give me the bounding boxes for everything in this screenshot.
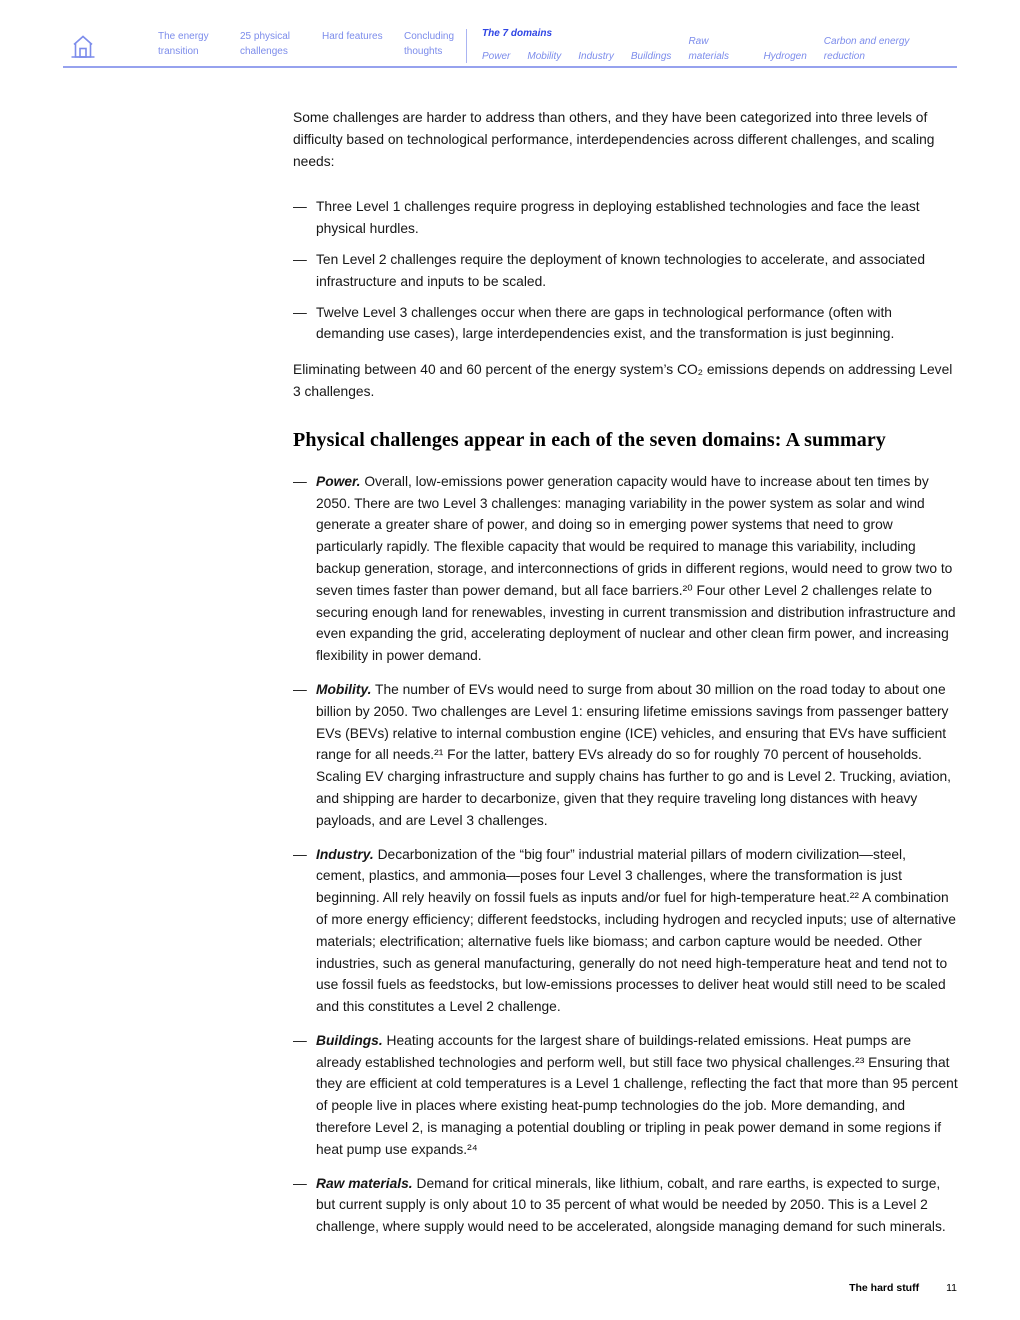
- domain-link-carbon-energy-reduction[interactable]: Carbon and energy reduction: [823, 36, 910, 62]
- home-icon[interactable]: [69, 33, 97, 61]
- bullet-dash: —: [293, 199, 307, 215]
- nav-divider: [466, 29, 467, 63]
- bullet-lead: Buildings.: [316, 1032, 383, 1048]
- list-item-buildings: [293, 1030, 958, 1161]
- list-item: [293, 196, 958, 240]
- nav-item-energy-transition[interactable]: The energy transition: [158, 31, 209, 57]
- list-item-text: [316, 679, 958, 832]
- domains-title: The 7 domains: [482, 28, 553, 39]
- list-item: [293, 302, 958, 346]
- nav-item-concluding-thoughts[interactable]: Concluding thoughts: [404, 31, 455, 57]
- bullet-dash: —: [293, 681, 307, 697]
- domain-links: [482, 34, 921, 64]
- list-item-text: [316, 844, 958, 1018]
- list-item-raw-materials: [293, 1173, 958, 1238]
- bullet-body: Overall, low-emissions power generation capacity would have to increase about ten times by 2050. There are two Level 3 challenges: managing variability in the power system as solar and wind generate a greater share of power, and doing so in emerging power systems that need to grow particularly rapidly. The flexible capacity that would be required to manage this variability, including backup generation, storage, and interconnections of grids in different regions, would need to grow two to seven times faster than power demand, but all face barriers.²⁰ Four other Level 2 challenges relate to securing enough land for renewables, investing in current transmission and distribution infrastructure and even expanding the grid, accelerating deployment of nuclear and other clean firm power, and increasing flexibility in power demand.: [316, 473, 956, 664]
- list-item-text: [316, 471, 958, 667]
- bullet-body: The number of EVs would need to surge from about 30 million on the road today to about one billion by 2050. Two challenges are Level 1: ensuring lifetime emissions savings from passenger battery EVs (BEVs) relative to internal combustion engine (ICE) vehicles, and ensuring that EVs have sufficient range for all needs.²¹ For the latter, battery EVs already do so for roughly 70 percent of households. Scaling EV charging infrastructure and supply chains has further to go and is Level 2. Trucking, aviation, and shipping are harder to decarbonize, given that they require traveling long distances with heavy payloads, and are Level 3 challenges.: [316, 681, 952, 828]
- list-item-power: [293, 471, 958, 667]
- list-item-text: Twelve Level 3 challenges occur when there are gaps in technological performance (often with demanding use cases), large interdependencies exist, and the transformation is just beginning.: [316, 304, 895, 342]
- list-item-mobility: [293, 679, 958, 832]
- level-bullet-list: [293, 196, 958, 345]
- list-item-text: Three Level 1 challenges require progress in deploying established technologies and face the least physical hurdles.: [316, 199, 920, 237]
- bullet-body: Demand for critical minerals, like lithium, cobalt, and rare earths, is expected to surge, but current supply is only about 10 to 35 percent of what would be needed by 2050. This is a Level 2 challenge, where supply would need to be accelerated, alongside managing demand for such minerals.: [316, 1175, 946, 1235]
- header-rule: [63, 66, 957, 68]
- nav-item-hard-features[interactable]: Hard features: [322, 31, 383, 42]
- list-item-industry: [293, 844, 958, 1018]
- domain-link-hydrogen[interactable]: Hydrogen: [763, 51, 807, 62]
- bullet-dash: —: [293, 1032, 307, 1048]
- list-item-text: [316, 1030, 958, 1161]
- section-heading: Physical challenges appear in each of the seven domains: A summary: [293, 428, 886, 451]
- bullet-lead: Raw materials.: [316, 1175, 413, 1191]
- bullet-dash: —: [293, 1175, 307, 1191]
- nav-links: [158, 29, 468, 59]
- bullet-dash: —: [293, 251, 307, 267]
- page-footer: [63, 1281, 957, 1295]
- domain-link-industry[interactable]: Industry: [578, 51, 614, 62]
- co2-paragraph: Eliminating between 40 and 60 percent of the energy system’s CO₂ emissions depends on addressing Level 3 challenges.: [293, 362, 953, 399]
- bullet-lead: Mobility.: [316, 681, 372, 697]
- domain-link-power[interactable]: Power: [482, 51, 511, 62]
- bullet-dash: —: [293, 473, 307, 489]
- list-item-text: [316, 1173, 958, 1238]
- footer-chapter-title: The hard stuff: [849, 1282, 920, 1294]
- domain-link-raw-materials[interactable]: Raw materials: [688, 36, 730, 62]
- bullet-dash: —: [293, 304, 307, 320]
- domain-bullet-list: [293, 471, 958, 1238]
- bullet-lead: Industry.: [316, 846, 374, 862]
- list-item-text: Ten Level 2 challenges require the deployment of known technologies to accelerate, and associated infrastructure and inputs to be scaled.: [316, 251, 925, 289]
- domain-link-mobility[interactable]: Mobility: [527, 51, 562, 62]
- nav-item-25-physical-challenges[interactable]: 25 physical challenges: [240, 31, 291, 57]
- main-content: [293, 107, 958, 1238]
- intro-paragraph: Some challenges are harder to address than others, and they have been categorized into three levels of difficulty based on technological performance, interdependencies across different challenges, and scaling needs:: [293, 110, 935, 169]
- footer-page-number: 11: [946, 1282, 957, 1294]
- top-navigation: [63, 25, 957, 67]
- bullet-lead: Power.: [316, 473, 361, 489]
- domain-link-buildings[interactable]: Buildings: [630, 51, 672, 62]
- list-item: [293, 249, 958, 293]
- bullet-body: Decarbonization of the “big four” industrial material pillars of modern civilization—steel, cement, plastics, and ammonia—poses four Level 3 challenges, where the transformation is just beginning. All rely heavily on fossil fuels as inputs and/or fuel for high-temperature heat.²² A combination of more energy efficiency; different feedstocks, including hydrogen and recycled inputs; use of alternative materials; electrification; alternative fuels like biomass; and carbon capture would be needed. Other industries, such as general manufacturing, generally do not need high-temperature heat and tend not to use fossil fuels as feedstocks, but low-emissions processes to deliver heat would still need to be scaled and this constitutes a Level 2 challenge.: [316, 846, 956, 1015]
- bullet-body: Heating accounts for the largest share of buildings-related emissions. Heat pumps are already established technologies and perform well, but still face two physical challenges.²³ Ensuring that they are efficient at cold temperatures is a Level 1 challenge, reflecting the fact that more than 95 percent of people live in places where existing heat-pump technologies do the job. More demanding, and therefore Level 2, is managing a potential doubling or tripling in peak power demand in some regions if heat pump use expands.²⁴: [316, 1032, 958, 1157]
- domains-nav: [482, 25, 957, 67]
- bullet-dash: —: [293, 846, 307, 862]
